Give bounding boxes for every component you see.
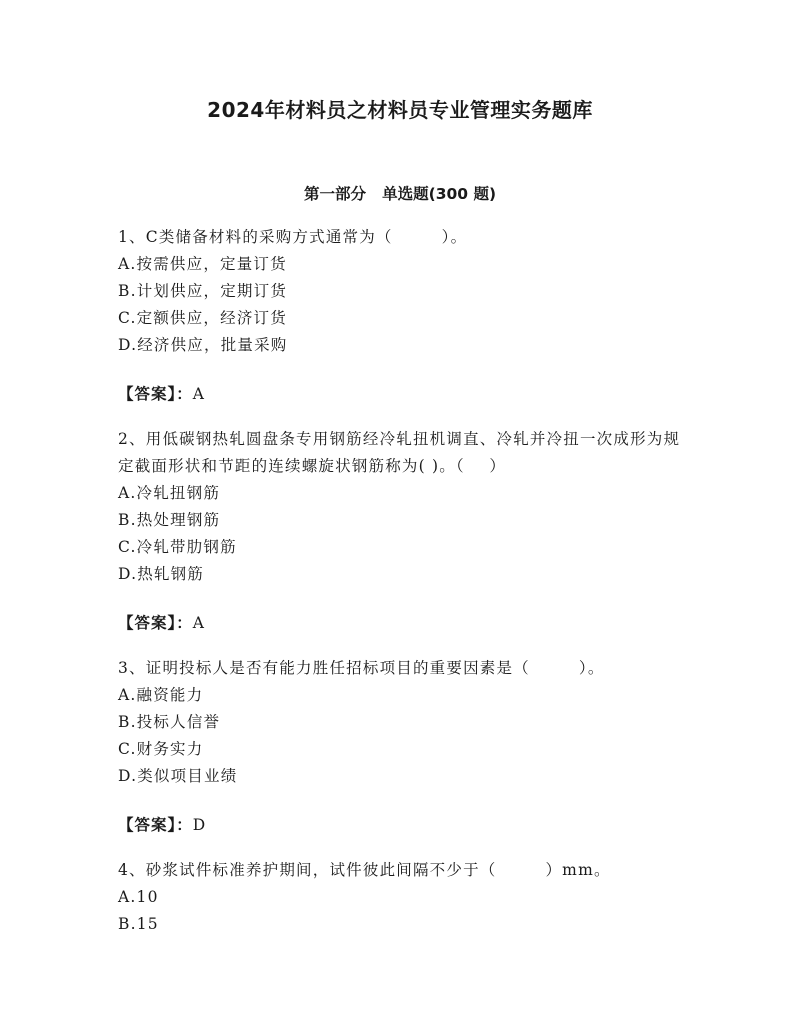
question-stem: 4、砂浆试件标准养护期间，试件彼此间隔不少于（ ）mm。 xyxy=(118,861,611,879)
question-3 xyxy=(118,655,688,839)
answer-line xyxy=(118,812,688,839)
option-b: B.15 xyxy=(118,915,159,933)
option-a: A.冷轧扭钢筋 xyxy=(118,484,221,502)
answer-line xyxy=(118,381,688,408)
option-d: D.经济供应，批量采购 xyxy=(118,336,288,354)
document-title: 2024年材料员之材料员专业管理实务题库 xyxy=(207,98,593,122)
answer-value: A xyxy=(192,385,205,403)
question-stem: 2、用低碳钢热轧圆盘条专用钢筋经冷轧扭机调直、冷轧并冷扭一次成形为规定截面形状和节距的连续螺旋状钢筋称为( )。（ ） xyxy=(118,430,681,475)
question-4 xyxy=(118,857,688,938)
option-a: A.10 xyxy=(118,888,159,906)
option-a: A.融资能力 xyxy=(118,686,204,704)
question-2 xyxy=(118,426,688,637)
option-b: B.计划供应，定期订货 xyxy=(118,282,288,300)
option-c: C.财务实力 xyxy=(118,740,204,758)
option-c: C.冷轧带肋钢筋 xyxy=(118,538,237,556)
question-list xyxy=(118,224,688,938)
section-title: 第一部分 单选题(300 题) xyxy=(303,185,497,203)
answer-label: 【答案】： xyxy=(118,385,193,403)
question-1 xyxy=(118,224,688,408)
option-b: B.投标人信誉 xyxy=(118,713,221,731)
option-b: B.热处理钢筋 xyxy=(118,511,221,529)
answer-line xyxy=(118,610,688,637)
question-stem: 1、C类储备材料的采购方式通常为（ ）。 xyxy=(118,228,468,246)
answer-value: D xyxy=(192,816,207,834)
answer-label: 【答案】： xyxy=(118,816,193,834)
option-c: C.定额供应，经济订货 xyxy=(118,309,287,327)
question-stem: 3、证明投标人是否有能力胜任招标项目的重要因素是（ ）。 xyxy=(118,659,605,677)
option-d: D.热轧钢筋 xyxy=(118,565,205,583)
answer-value: A xyxy=(192,614,205,632)
answer-label: 【答案】： xyxy=(118,614,193,632)
option-a: A.按需供应，定量订货 xyxy=(118,255,287,273)
option-d: D.类似项目业绩 xyxy=(118,767,238,785)
